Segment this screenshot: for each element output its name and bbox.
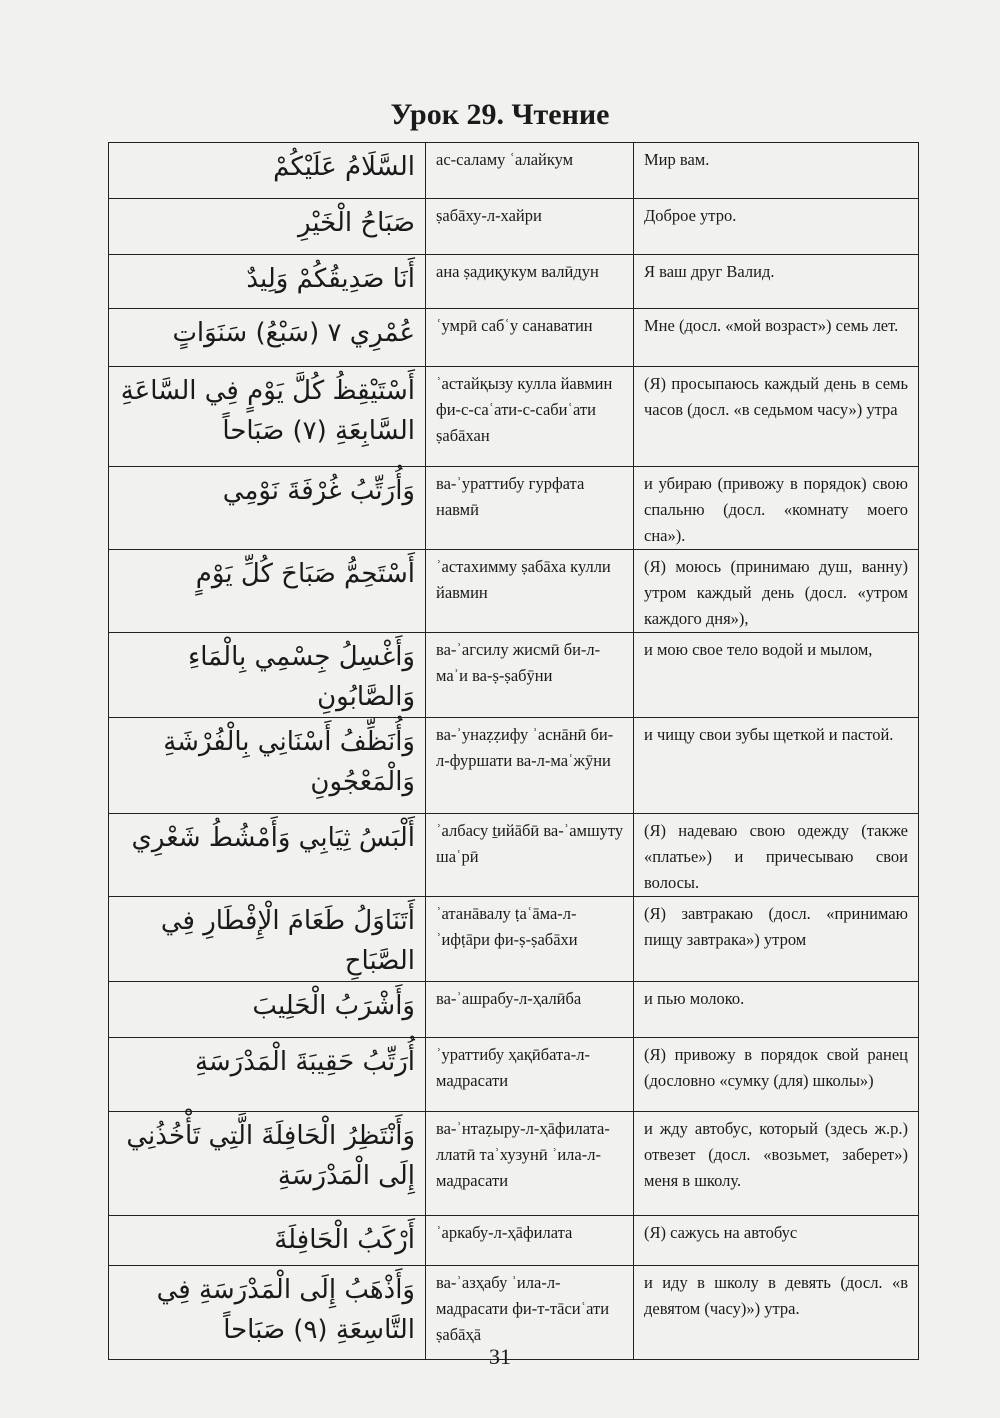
transliteration-cell: ṣабāху-л-хайри <box>426 199 634 255</box>
arabic-cell: وَأَشْرَبُ الْحَلِيبَ <box>109 982 426 1038</box>
table-row <box>109 1216 919 1266</box>
transliteration-cell: ʾатанāвалу ṭаʿāма-л-ʾифṭāри фи-ṣ-ṣабāхи <box>426 897 634 982</box>
table-row <box>109 1038 919 1112</box>
table-row <box>109 718 919 814</box>
page-number: 31 <box>489 1344 511 1369</box>
arabic-cell: أَسْتَحِمُّ صَبَاحَ كُلِّ يَوْمٍ <box>109 550 426 633</box>
table-row <box>109 550 919 633</box>
arabic-cell: وَأُرَتِّبُ غُرْفَةَ نَوْمِي <box>109 467 426 550</box>
translation-cell: (Я) моюсь (принимаю душ, ванну) утром каждый день (досл. «утром каждого дня»), <box>634 550 919 633</box>
table-row <box>109 814 919 897</box>
translation-cell: и убираю (привожу в порядок) свою спальню (досл. «комнату моего сна»). <box>634 467 919 550</box>
translation-cell: (Я) сажусь на автобус <box>634 1216 919 1266</box>
table-row <box>109 633 919 718</box>
transliteration-cell: ва-ʾазҳабу ʾила-л-мадрасати фи-т-тāсиʿати ṣабāҳā <box>426 1266 634 1360</box>
translation-cell: Доброе утро. <box>634 199 919 255</box>
arabic-cell: عُمْرِي ٧ (سَبْعُ) سَنَوَاتٍ <box>109 309 426 367</box>
translation-cell: и мою свое тело водой и мылом, <box>634 633 919 718</box>
arabic-cell: وَأَذْهَبُ إِلَى الْمَدْرَسَةِ فِي التَّاسِعَةِ (٩) صَبَاحاً <box>109 1266 426 1360</box>
table-row <box>109 367 919 467</box>
translation-cell: (Я) просыпаюсь каждый день в семь часов (досл. «в седьмом часу») утра <box>634 367 919 467</box>
translation-cell: и иду в школу в девять (досл. «в девятом (часу)») утра. <box>634 1266 919 1360</box>
arabic-cell: السَّلَامُ عَلَيْكُمْ <box>109 143 426 199</box>
translation-cell: Мир вам. <box>634 143 919 199</box>
transliteration-cell: ва-ʾунаẓẓифу ʾаснāнӣ би-л-фуршати ва-л-маʿжӯни <box>426 718 634 814</box>
transliteration-cell: ас-саламу ʿалайкум <box>426 143 634 199</box>
table-row <box>109 143 919 199</box>
table-row <box>109 467 919 550</box>
translation-cell: (Я) надеваю свою одежду (также «платье») и причесываю свои волосы. <box>634 814 919 897</box>
transliteration-cell: ʿумрӣ сабʿу санаватин <box>426 309 634 367</box>
translation-cell: (Я) привожу в порядок свой ранец (дословно «сумку (для) школы») <box>634 1038 919 1112</box>
transliteration-cell: ʾастахимму ṣабāха кулли йавмин <box>426 550 634 633</box>
arabic-cell: أَتَنَاوَلُ طَعَامَ الْإِفْطَارِ فِي الصَّبَاحِ <box>109 897 426 982</box>
transliteration-cell: ʾаркабу-л-ҳāфилата <box>426 1216 634 1266</box>
translation-cell: и пью молоко. <box>634 982 919 1038</box>
table-row <box>109 897 919 982</box>
table-row <box>109 199 919 255</box>
transliteration-cell: ʾастайқызу кулла йавмин фи-с-саʿати-с-сабиʿати ṣабāхан <box>426 367 634 467</box>
translation-cell: Мне (досл. «мой возраст») семь лет. <box>634 309 919 367</box>
table-row <box>109 255 919 309</box>
arabic-cell: أَرْكَبُ الْحَافِلَةَ <box>109 1216 426 1266</box>
table-row <box>109 982 919 1038</box>
transliteration-cell: ва-ʾашрабу-л-ҳалӣба <box>426 982 634 1038</box>
arabic-cell: وَأُنَظِّفُ أَسْنَانِي بِالْفُرْشَةِ وَالْمَعْجُونِ <box>109 718 426 814</box>
arabic-cell: أَنَا صَدِيقُكُمْ وَلِيدٌ <box>109 255 426 309</box>
arabic-cell: وَأَغْسِلُ جِسْمِي بِالْمَاءِ وَالصَّابُونِ <box>109 633 426 718</box>
table-row <box>109 1112 919 1216</box>
translation-cell: (Я) завтракаю (досл. «принимаю пищу завтрака») утром <box>634 897 919 982</box>
transliteration-cell: ʾалбасу ṯийāбӣ ва-ʾамшуту шаʿрӣ <box>426 814 634 897</box>
arabic-cell: صَبَاحُ الْخَيْرِ <box>109 199 426 255</box>
transliteration-cell: ва-ʾураттибу гурфата навмӣ <box>426 467 634 550</box>
transliteration-cell: ʾураттибу ҳақӣбата-л-мадрасати <box>426 1038 634 1112</box>
arabic-cell: أَلْبَسُ ثِيَابِي وَأَمْشُطُ شَعْرِي <box>109 814 426 897</box>
translation-cell: Я ваш друг Валид. <box>634 255 919 309</box>
transliteration-cell: ва-ʾагсилу жисмӣ би-л-маʾи ва-ṣ-ṣабӯни <box>426 633 634 718</box>
translation-cell: и чищу свои зубы щеткой и пастой. <box>634 718 919 814</box>
table-row <box>109 309 919 367</box>
lesson-table-body <box>109 143 919 1360</box>
lesson-table <box>108 142 919 1360</box>
transliteration-cell: ва-ʾнтаẓыру-л-ҳāфилата-ллатӣ таʾхузунӣ ʾила-л-мадрасати <box>426 1112 634 1216</box>
translation-cell: и жду автобус, который (здесь ж.р.) отвезет (досл. «возьмет, заберет») меня в школу. <box>634 1112 919 1216</box>
transliteration-cell: ана ṣадиқукум валӣдун <box>426 255 634 309</box>
arabic-cell: أُرَتِّبُ حَقِيبَةَ الْمَدْرَسَةِ <box>109 1038 426 1112</box>
arabic-cell: أَسْتَيْقِظُ كُلَّ يَوْمٍ فِي السَّاعَةِ السَّابِعَةِ (٧) صَبَاحاً <box>109 367 426 467</box>
page-title: Урок 29. Чтение <box>390 98 610 131</box>
arabic-cell: وَأَنْتَظِرُ الْحَافِلَةَ الَّتِي تَأْخُذُنِي إِلَى الْمَدْرَسَةِ <box>109 1112 426 1216</box>
